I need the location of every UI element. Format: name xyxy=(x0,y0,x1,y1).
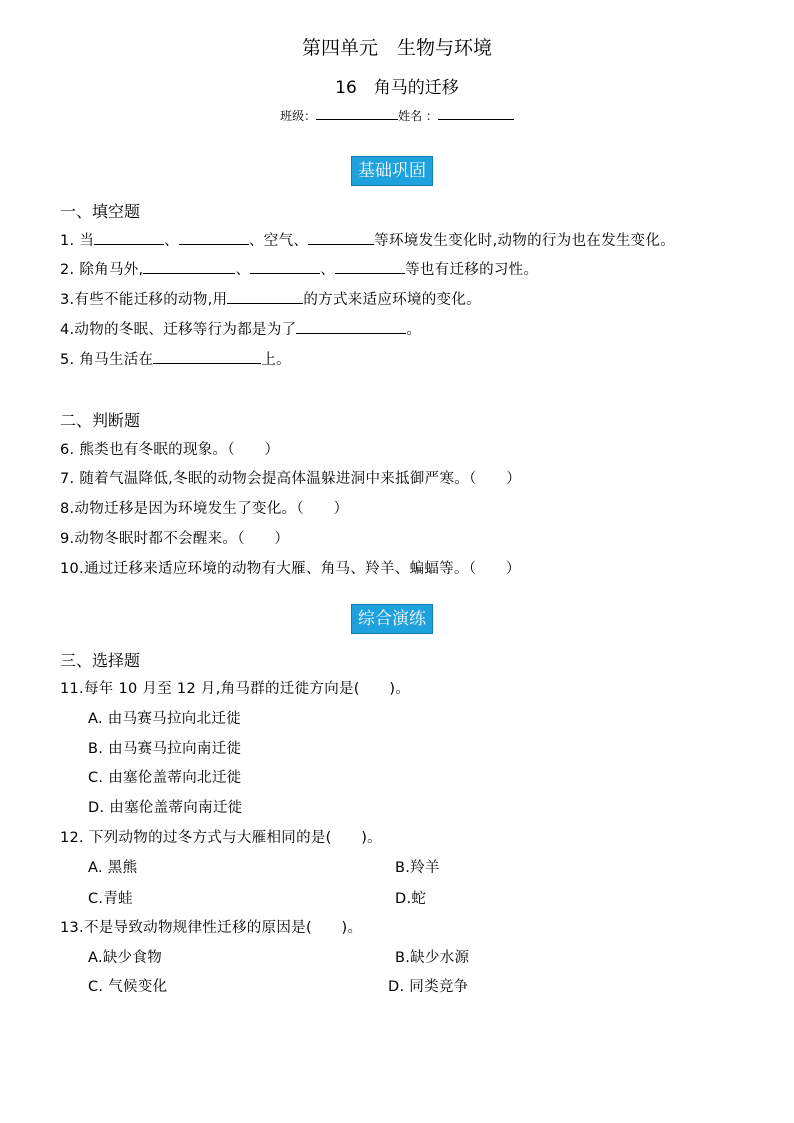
q13-option-a[interactable]: A.缺少食物 xyxy=(88,950,163,966)
q1-blank-3[interactable] xyxy=(308,232,374,245)
q12-option-a[interactable]: A. 黑熊 xyxy=(88,860,138,876)
q13-option-b[interactable]: B.缺少水源 xyxy=(395,950,470,966)
section1-title: 一、填空题 xyxy=(60,202,141,221)
q3-blank[interactable] xyxy=(227,291,303,304)
q13-option-d[interactable]: D. 同类竞争 xyxy=(388,979,469,995)
question-2: 2. 除角马外, 、 、 等也有迁移的习性。 xyxy=(60,262,539,278)
q11-option-a[interactable]: A. 由马赛马拉向北迁徙 xyxy=(88,711,241,727)
basic-badge: 基础巩固 xyxy=(351,156,433,186)
name-label: 姓名 ： xyxy=(398,109,438,123)
q5-blank[interactable] xyxy=(153,351,261,364)
class-label: 班级： xyxy=(280,109,317,123)
question-5: 5. 角马生活在 上。 xyxy=(60,352,291,368)
comprehensive-badge: 综合演练 xyxy=(351,604,433,634)
section2-title: 二、判断题 xyxy=(60,411,141,430)
q2-blank-3[interactable] xyxy=(335,261,405,274)
q11-option-c[interactable]: C. 由塞伦盖蒂向北迁徙 xyxy=(88,770,242,786)
q11-option-d[interactable]: D. 由塞伦盖蒂向南迁徙 xyxy=(88,800,243,816)
q2-blank-1[interactable] xyxy=(143,261,235,274)
question-11: 11.每年 10 月至 12 月,角马群的迁徙方向是( )。 xyxy=(60,681,411,697)
question-12: 12. 下列动物的过冬方式与大雁相同的是( )。 xyxy=(60,830,382,846)
question-10: 10.通过迁移来适应环境的动物有大雁、角马、羚羊、蝙蝠等。（ ） xyxy=(60,561,521,577)
name-blank[interactable] xyxy=(438,107,514,120)
q1-blank-1[interactable] xyxy=(94,232,164,245)
q13-option-c[interactable]: C. 气候变化 xyxy=(88,979,168,995)
q12-option-d[interactable]: D.蛇 xyxy=(395,891,427,907)
question-9: 9.动物冬眠时都不会醒来。（ ） xyxy=(60,531,290,547)
q12-option-b[interactable]: B.羚羊 xyxy=(395,860,440,876)
q2-blank-2[interactable] xyxy=(250,261,320,274)
question-1: 1. 当 、 、空气、 等环境发生变化时,动物的行为也在发生变化。 xyxy=(60,233,676,249)
question-4: 4.动物的冬眠、迁移等行为都是为了 。 xyxy=(60,322,422,338)
class-blank[interactable] xyxy=(316,107,398,120)
q1-blank-2[interactable] xyxy=(179,232,249,245)
unit-title: 第四单元 生物与环境 xyxy=(301,37,492,59)
question-7: 7. 随着气温降低,冬眠的动物会提高体温躲进洞中来抵御严寒。（ ） xyxy=(60,471,521,487)
question-3: 3.有些不能迁移的动物,用 的方式来适应环境的变化。 xyxy=(60,292,481,308)
question-8: 8.动物迁移是因为环境发生了变化。（ ） xyxy=(60,501,349,517)
question-13: 13.不是导致动物规律性迁移的原因是( )。 xyxy=(60,920,363,936)
student-info-line xyxy=(0,107,794,124)
q11-option-b[interactable]: B. 由马赛马拉向南迁徙 xyxy=(88,741,242,757)
q4-blank[interactable] xyxy=(296,321,406,334)
q12-option-c[interactable]: C.青蛙 xyxy=(88,891,133,907)
question-6: 6. 熊类也有冬眠的现象。（ ） xyxy=(60,442,280,458)
lesson-title: 16 角马的迁移 xyxy=(335,78,459,98)
section3-title: 三、选择题 xyxy=(60,651,141,670)
